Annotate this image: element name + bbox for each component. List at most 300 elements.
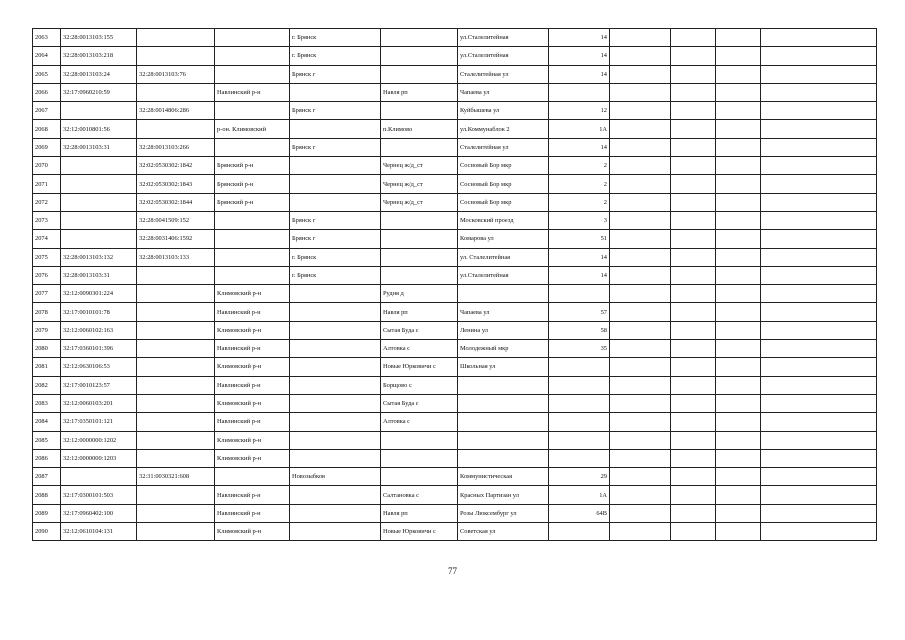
previous-cadastral-number-cell bbox=[137, 266, 215, 284]
empty-cell bbox=[761, 120, 877, 138]
extra-2-cell bbox=[671, 29, 716, 47]
extra-1-cell bbox=[610, 394, 671, 412]
district-cell: Навлинский р-н bbox=[215, 340, 290, 358]
city-cell bbox=[290, 523, 381, 541]
empty-cell bbox=[716, 120, 761, 138]
settlement-cell: Новые Юрковичи с bbox=[381, 523, 458, 541]
street-cell bbox=[458, 413, 549, 431]
empty-cell bbox=[716, 157, 761, 175]
empty-cell bbox=[716, 29, 761, 47]
extra-2-cell bbox=[671, 358, 716, 376]
previous-cadastral-number-cell bbox=[137, 449, 215, 467]
extra-2-cell bbox=[671, 431, 716, 449]
empty-cell bbox=[761, 376, 877, 394]
house-number-cell bbox=[549, 431, 610, 449]
empty-cell bbox=[716, 138, 761, 156]
district-cell bbox=[215, 102, 290, 120]
house-number-cell: 51 bbox=[549, 230, 610, 248]
row-number-cell: 2082 bbox=[33, 376, 61, 394]
district-cell: Навлинский р-н bbox=[215, 376, 290, 394]
empty-cell bbox=[716, 175, 761, 193]
table-row bbox=[33, 285, 877, 303]
city-cell bbox=[290, 486, 381, 504]
empty-cell bbox=[761, 394, 877, 412]
house-number-cell: 2 bbox=[549, 157, 610, 175]
empty-cell bbox=[716, 394, 761, 412]
street-cell: Сталелитейная ул bbox=[458, 65, 549, 83]
settlement-cell bbox=[381, 449, 458, 467]
extra-2-cell bbox=[671, 65, 716, 83]
table-row bbox=[33, 211, 877, 229]
street-cell: Комарова ул bbox=[458, 230, 549, 248]
empty-cell bbox=[761, 340, 877, 358]
street-cell: Сталелитейная ул bbox=[458, 138, 549, 156]
row-number-cell: 2087 bbox=[33, 468, 61, 486]
city-cell bbox=[290, 321, 381, 339]
house-number-cell bbox=[549, 285, 610, 303]
registry-table bbox=[32, 28, 877, 541]
settlement-cell bbox=[381, 230, 458, 248]
empty-cell bbox=[716, 340, 761, 358]
city-cell: Новозыбков bbox=[290, 468, 381, 486]
table-row bbox=[33, 394, 877, 412]
empty-cell bbox=[761, 358, 877, 376]
row-number-cell: 2074 bbox=[33, 230, 61, 248]
empty-cell bbox=[716, 468, 761, 486]
table-row bbox=[33, 175, 877, 193]
cadastral-number-cell: 32:17:0960402:100 bbox=[61, 504, 137, 522]
previous-cadastral-number-cell: 32:28:0013103:76 bbox=[137, 65, 215, 83]
empty-cell bbox=[761, 266, 877, 284]
street-cell bbox=[458, 376, 549, 394]
extra-1-cell bbox=[610, 523, 671, 541]
table-row bbox=[33, 65, 877, 83]
extra-1-cell bbox=[610, 211, 671, 229]
table-row bbox=[33, 138, 877, 156]
settlement-cell: Сытая Буда с bbox=[381, 394, 458, 412]
previous-cadastral-number-cell bbox=[137, 285, 215, 303]
district-cell: Брянский р-н bbox=[215, 175, 290, 193]
cadastral-number-cell bbox=[61, 230, 137, 248]
extra-2-cell bbox=[671, 157, 716, 175]
street-cell bbox=[458, 431, 549, 449]
row-number-cell: 2086 bbox=[33, 449, 61, 467]
cadastral-number-cell: 32:28:0013103:132 bbox=[61, 248, 137, 266]
empty-cell bbox=[716, 211, 761, 229]
previous-cadastral-number-cell bbox=[137, 376, 215, 394]
extra-2-cell bbox=[671, 504, 716, 522]
city-cell bbox=[290, 157, 381, 175]
extra-2-cell bbox=[671, 248, 716, 266]
city-cell bbox=[290, 394, 381, 412]
previous-cadastral-number-cell bbox=[137, 358, 215, 376]
settlement-cell: Алтовка с bbox=[381, 413, 458, 431]
table-row bbox=[33, 321, 877, 339]
settlement-cell bbox=[381, 468, 458, 486]
extra-1-cell bbox=[610, 358, 671, 376]
house-number-cell bbox=[549, 394, 610, 412]
city-cell: г. Брянск bbox=[290, 47, 381, 65]
settlement-cell: Салтановка с bbox=[381, 486, 458, 504]
city-cell: г. Брянск bbox=[290, 29, 381, 47]
previous-cadastral-number-cell: 32:28:0014806:286 bbox=[137, 102, 215, 120]
table-row bbox=[33, 449, 877, 467]
table-row bbox=[33, 120, 877, 138]
cadastral-number-cell: 32:12:0610104:131 bbox=[61, 523, 137, 541]
settlement-cell: п.Климово bbox=[381, 120, 458, 138]
extra-1-cell bbox=[610, 175, 671, 193]
extra-2-cell bbox=[671, 83, 716, 101]
previous-cadastral-number-cell: 32:31:0030321:608 bbox=[137, 468, 215, 486]
table-row bbox=[33, 340, 877, 358]
extra-2-cell bbox=[671, 486, 716, 504]
city-cell bbox=[290, 340, 381, 358]
city-cell bbox=[290, 376, 381, 394]
row-number-cell: 2081 bbox=[33, 358, 61, 376]
extra-2-cell bbox=[671, 120, 716, 138]
empty-cell bbox=[761, 102, 877, 120]
house-number-cell: 2 bbox=[549, 175, 610, 193]
house-number-cell: 14 bbox=[549, 138, 610, 156]
table-row bbox=[33, 376, 877, 394]
district-cell bbox=[215, 29, 290, 47]
empty-cell bbox=[761, 175, 877, 193]
extra-1-cell bbox=[610, 376, 671, 394]
district-cell: Климовский р-н bbox=[215, 321, 290, 339]
empty-cell bbox=[716, 431, 761, 449]
extra-1-cell bbox=[610, 468, 671, 486]
city-cell: г. Брянск bbox=[290, 248, 381, 266]
settlement-cell: Чернец ж/д_ст bbox=[381, 193, 458, 211]
extra-1-cell bbox=[610, 431, 671, 449]
district-cell bbox=[215, 230, 290, 248]
house-number-cell bbox=[549, 449, 610, 467]
table-row bbox=[33, 83, 877, 101]
settlement-cell: Рудня д bbox=[381, 285, 458, 303]
street-cell: Молодежный мкр bbox=[458, 340, 549, 358]
cadastral-number-cell bbox=[61, 175, 137, 193]
street-cell bbox=[458, 449, 549, 467]
cadastral-number-cell bbox=[61, 193, 137, 211]
settlement-cell bbox=[381, 65, 458, 83]
empty-cell bbox=[761, 65, 877, 83]
table-row bbox=[33, 157, 877, 175]
cadastral-number-cell: 32:28:0013103:24 bbox=[61, 65, 137, 83]
extra-2-cell bbox=[671, 376, 716, 394]
empty-cell bbox=[716, 193, 761, 211]
table-row bbox=[33, 468, 877, 486]
empty-cell bbox=[761, 83, 877, 101]
empty-cell bbox=[716, 303, 761, 321]
district-cell: Климовский р-н bbox=[215, 285, 290, 303]
house-number-cell: 64В bbox=[549, 504, 610, 522]
city-cell bbox=[290, 449, 381, 467]
empty-cell bbox=[761, 468, 877, 486]
house-number-cell bbox=[549, 358, 610, 376]
extra-2-cell bbox=[671, 211, 716, 229]
row-number-cell: 2075 bbox=[33, 248, 61, 266]
extra-2-cell bbox=[671, 138, 716, 156]
settlement-cell bbox=[381, 47, 458, 65]
cadastral-number-cell: 32:12:0000000:1203 bbox=[61, 449, 137, 467]
extra-1-cell bbox=[610, 47, 671, 65]
cadastral-number-cell: 32:17:0010101:78 bbox=[61, 303, 137, 321]
row-number-cell: 2077 bbox=[33, 285, 61, 303]
empty-cell bbox=[761, 230, 877, 248]
cadastral-number-cell bbox=[61, 468, 137, 486]
row-number-cell: 2069 bbox=[33, 138, 61, 156]
extra-1-cell bbox=[610, 486, 671, 504]
empty-cell bbox=[716, 266, 761, 284]
cadastral-number-cell: 32:28:0013103:31 bbox=[61, 138, 137, 156]
extra-2-cell bbox=[671, 321, 716, 339]
cadastral-number-cell: 32:12:0060102:163 bbox=[61, 321, 137, 339]
empty-cell bbox=[716, 248, 761, 266]
extra-1-cell bbox=[610, 321, 671, 339]
empty-cell bbox=[761, 449, 877, 467]
row-number-cell: 2073 bbox=[33, 211, 61, 229]
district-cell: Климовский р-н bbox=[215, 358, 290, 376]
extra-2-cell bbox=[671, 285, 716, 303]
extra-1-cell bbox=[610, 266, 671, 284]
house-number-cell bbox=[549, 523, 610, 541]
settlement-cell bbox=[381, 431, 458, 449]
city-cell bbox=[290, 504, 381, 522]
house-number-cell: 14 bbox=[549, 29, 610, 47]
district-cell: Брянский р-н bbox=[215, 157, 290, 175]
house-number-cell: 57 bbox=[549, 303, 610, 321]
cadastral-number-cell: 32:17:0010123:57 bbox=[61, 376, 137, 394]
district-cell bbox=[215, 248, 290, 266]
empty-cell bbox=[761, 138, 877, 156]
empty-cell bbox=[761, 321, 877, 339]
district-cell: Климовский р-н bbox=[215, 431, 290, 449]
street-cell: Куйбышева ул bbox=[458, 102, 549, 120]
extra-2-cell bbox=[671, 413, 716, 431]
extra-1-cell bbox=[610, 340, 671, 358]
empty-cell bbox=[716, 523, 761, 541]
settlement-cell: Навля рп bbox=[381, 303, 458, 321]
previous-cadastral-number-cell bbox=[137, 120, 215, 138]
empty-cell bbox=[716, 65, 761, 83]
house-number-cell: 14 bbox=[549, 248, 610, 266]
extra-2-cell bbox=[671, 230, 716, 248]
settlement-cell bbox=[381, 248, 458, 266]
previous-cadastral-number-cell: 32:28:0041509:152 bbox=[137, 211, 215, 229]
house-number-cell bbox=[549, 413, 610, 431]
registry-table-body bbox=[33, 29, 877, 541]
table-row bbox=[33, 523, 877, 541]
table-row bbox=[33, 230, 877, 248]
row-number-cell: 2068 bbox=[33, 120, 61, 138]
extra-1-cell bbox=[610, 504, 671, 522]
house-number-cell: 1А bbox=[549, 486, 610, 504]
street-cell: Чапаева ул bbox=[458, 83, 549, 101]
row-number-cell: 2071 bbox=[33, 175, 61, 193]
empty-cell bbox=[761, 413, 877, 431]
street-cell: Советская ул bbox=[458, 523, 549, 541]
district-cell bbox=[215, 468, 290, 486]
street-cell bbox=[458, 394, 549, 412]
previous-cadastral-number-cell: 32:02:0530302:1842 bbox=[137, 157, 215, 175]
empty-cell bbox=[716, 285, 761, 303]
previous-cadastral-number-cell bbox=[137, 523, 215, 541]
city-cell bbox=[290, 431, 381, 449]
previous-cadastral-number-cell bbox=[137, 303, 215, 321]
city-cell bbox=[290, 83, 381, 101]
district-cell bbox=[215, 211, 290, 229]
previous-cadastral-number-cell bbox=[137, 321, 215, 339]
extra-1-cell bbox=[610, 102, 671, 120]
street-cell: ул.Коммунаблок 2 bbox=[458, 120, 549, 138]
house-number-cell: 29 bbox=[549, 468, 610, 486]
empty-cell bbox=[761, 431, 877, 449]
empty-cell bbox=[716, 413, 761, 431]
house-number-cell: 58 bbox=[549, 321, 610, 339]
extra-1-cell bbox=[610, 65, 671, 83]
house-number-cell: 3 bbox=[549, 211, 610, 229]
extra-2-cell bbox=[671, 47, 716, 65]
cadastral-number-cell: 32:12:0010801:56 bbox=[61, 120, 137, 138]
previous-cadastral-number-cell: 32:02:0530302:1843 bbox=[137, 175, 215, 193]
street-cell: Розы Люксембург ул bbox=[458, 504, 549, 522]
settlement-cell: Чернец ж/д_ст bbox=[381, 175, 458, 193]
city-cell bbox=[290, 193, 381, 211]
settlement-cell: Сытая Буда с bbox=[381, 321, 458, 339]
previous-cadastral-number-cell: 32:28:0031406:1592 bbox=[137, 230, 215, 248]
row-number-cell: 2076 bbox=[33, 266, 61, 284]
district-cell bbox=[215, 47, 290, 65]
previous-cadastral-number-cell bbox=[137, 486, 215, 504]
empty-cell bbox=[761, 29, 877, 47]
district-cell: Навлинский р-н bbox=[215, 486, 290, 504]
table-row bbox=[33, 431, 877, 449]
district-cell: Навлинский р-н bbox=[215, 504, 290, 522]
row-number-cell: 2067 bbox=[33, 102, 61, 120]
district-cell bbox=[215, 266, 290, 284]
empty-cell bbox=[716, 449, 761, 467]
city-cell: Брянск г bbox=[290, 102, 381, 120]
empty-cell bbox=[716, 83, 761, 101]
extra-2-cell bbox=[671, 523, 716, 541]
previous-cadastral-number-cell bbox=[137, 83, 215, 101]
row-number-cell: 2070 bbox=[33, 157, 61, 175]
house-number-cell: 14 bbox=[549, 65, 610, 83]
settlement-cell: Борщово с bbox=[381, 376, 458, 394]
empty-cell bbox=[761, 248, 877, 266]
row-number-cell: 2083 bbox=[33, 394, 61, 412]
cadastral-number-cell bbox=[61, 102, 137, 120]
street-cell: Сосновый Бор мкр bbox=[458, 193, 549, 211]
table-row bbox=[33, 413, 877, 431]
cadastral-number-cell: 32:28:0013103:31 bbox=[61, 266, 137, 284]
house-number-cell: 14 bbox=[549, 266, 610, 284]
empty-cell bbox=[716, 358, 761, 376]
street-cell: Сосновый Бор мкр bbox=[458, 175, 549, 193]
previous-cadastral-number-cell bbox=[137, 29, 215, 47]
table-row bbox=[33, 486, 877, 504]
house-number-cell: 35 bbox=[549, 340, 610, 358]
settlement-cell: Навля рп bbox=[381, 83, 458, 101]
district-cell: Климовский р-н bbox=[215, 523, 290, 541]
street-cell: Школьная ул bbox=[458, 358, 549, 376]
district-cell bbox=[215, 138, 290, 156]
cadastral-number-cell: 32:17:0350101:121 bbox=[61, 413, 137, 431]
extra-1-cell bbox=[610, 449, 671, 467]
row-number-cell: 2090 bbox=[33, 523, 61, 541]
district-cell: Климовский р-н bbox=[215, 394, 290, 412]
street-cell: Чапаева ул bbox=[458, 303, 549, 321]
empty-cell bbox=[716, 47, 761, 65]
house-number-cell: 12 bbox=[549, 102, 610, 120]
table-row bbox=[33, 102, 877, 120]
table-row bbox=[33, 248, 877, 266]
cadastral-number-cell: 32:12:0000000:1202 bbox=[61, 431, 137, 449]
cadastral-number-cell: 32:12:0060103:201 bbox=[61, 394, 137, 412]
extra-1-cell bbox=[610, 303, 671, 321]
house-number-cell: 14 bbox=[549, 47, 610, 65]
empty-cell bbox=[761, 47, 877, 65]
empty-cell bbox=[716, 504, 761, 522]
cadastral-number-cell: 32:17:0960210:59 bbox=[61, 83, 137, 101]
extra-1-cell bbox=[610, 193, 671, 211]
extra-2-cell bbox=[671, 175, 716, 193]
previous-cadastral-number-cell: 32:28:0013103:266 bbox=[137, 138, 215, 156]
house-number-cell: 1А bbox=[549, 120, 610, 138]
settlement-cell: Новые Юрковичи с bbox=[381, 358, 458, 376]
city-cell bbox=[290, 303, 381, 321]
street-cell: ул.Сталелитейная bbox=[458, 29, 549, 47]
city-cell bbox=[290, 413, 381, 431]
city-cell: Брянск г bbox=[290, 138, 381, 156]
extra-2-cell bbox=[671, 468, 716, 486]
extra-1-cell bbox=[610, 230, 671, 248]
empty-cell bbox=[761, 303, 877, 321]
street-cell: ул. Сталелитейная bbox=[458, 248, 549, 266]
district-cell: р-он. Климовский bbox=[215, 120, 290, 138]
empty-cell bbox=[761, 211, 877, 229]
empty-cell bbox=[716, 230, 761, 248]
cadastral-number-cell bbox=[61, 211, 137, 229]
previous-cadastral-number-cell bbox=[137, 431, 215, 449]
settlement-cell: Навля рп bbox=[381, 504, 458, 522]
extra-1-cell bbox=[610, 285, 671, 303]
house-number-cell bbox=[549, 83, 610, 101]
previous-cadastral-number-cell: 32:28:0013103:133 bbox=[137, 248, 215, 266]
district-cell: Климовский р-н bbox=[215, 449, 290, 467]
street-cell: Сосновый Бор мкр bbox=[458, 157, 549, 175]
row-number-cell: 2066 bbox=[33, 83, 61, 101]
settlement-cell bbox=[381, 29, 458, 47]
table-row bbox=[33, 266, 877, 284]
empty-cell bbox=[761, 285, 877, 303]
city-cell: Брянск г bbox=[290, 65, 381, 83]
cadastral-number-cell bbox=[61, 157, 137, 175]
street-cell bbox=[458, 285, 549, 303]
city-cell bbox=[290, 285, 381, 303]
table-row bbox=[33, 193, 877, 211]
district-cell bbox=[215, 65, 290, 83]
house-number-cell bbox=[549, 376, 610, 394]
row-number-cell: 2065 bbox=[33, 65, 61, 83]
row-number-cell: 2078 bbox=[33, 303, 61, 321]
settlement-cell bbox=[381, 211, 458, 229]
empty-cell bbox=[716, 321, 761, 339]
extra-1-cell bbox=[610, 413, 671, 431]
city-cell bbox=[290, 120, 381, 138]
table-row bbox=[33, 47, 877, 65]
cadastral-number-cell: 32:17:0300101:503 bbox=[61, 486, 137, 504]
